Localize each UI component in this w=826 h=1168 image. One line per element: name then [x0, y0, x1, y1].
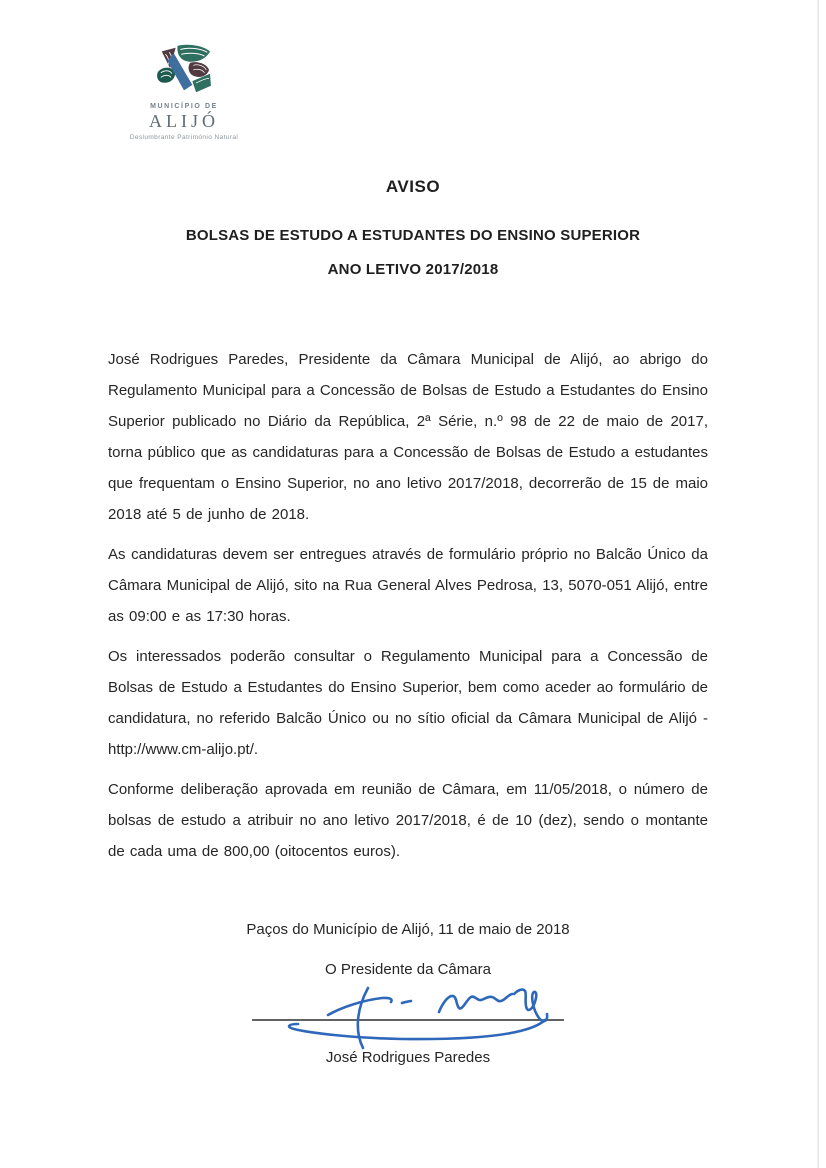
logo-org-name: ALIJÓ — [149, 111, 219, 131]
notice-title: AVISO — [385, 177, 441, 196]
notice-subject-title: BOLSAS DE ESTUDO A ESTUDANTES DO ENSINO SUPERIOR — [185, 227, 641, 244]
paragraph-consultation: Os interessados poderão consultar o Regulamento Municipal para a Concessão de Bolsas de Estudo a Estudantes do Ensino Superior, bem como aceder ao formulário de candidatura, no referido Balcão Único ou no sítio oficial da Câmara Municipal de Alijó - http://www.cm-alijo.pt/. — [108, 648, 708, 758]
notice-school-year-title: ANO LETIVO 2017/2018 — [327, 261, 499, 278]
signer-title: O Presidente da Câmara — [325, 961, 491, 978]
alijo-emblem-icon — [155, 44, 213, 96]
paragraph-announcement: José Rodrigues Paredes, Presidente da Câmara Municipal de Alijó, ao abrigo do Regulamento Municipal para a Concessão de Bolsas de Estudo a Estudantes do Ensino Superior publicado no Diário da República, 2ª Série, n.º 98 de 22 de maio de 2017, torna público que as candidaturas para a Concessão de Bolsas de Estudo a estudantes que frequentam o Ensino Superior, no ano letivo 2017/2018, decorrerão de 15 de maio 2018 até 5 de junho de 2018. — [108, 351, 708, 523]
place-date-line: Paços do Município de Alijó, 11 de maio de 2018 — [246, 921, 570, 938]
paragraph-submission: As candidaturas devem ser entregues através de formulário próprio no Balcão Único da Câmara Municipal de Alijó, sito na Rua General Alves Pedrosa, 13, 5070-051 Alijó, entre as 09:00 e as 17:30 horas. — [108, 546, 708, 625]
logo-tagline: Deslumbrante Património Natural — [129, 134, 239, 141]
scan-edge-line — [817, 0, 819, 1168]
logo-org-prefix: MUNICÍPIO DE — [150, 103, 218, 110]
municipality-logo — [124, 44, 244, 141]
signer-name: José Rodrigues Paredes — [325, 1049, 491, 1066]
paragraph-deliberation: Conforme deliberação aprovada em reunião de Câmara, em 11/05/2018, o número de bolsas de estudo a atribuir no ano letivo 2017/2018, é de 10 (dez), sendo o montante de cada uma de 800,00 (oitocentos euros). — [108, 781, 708, 860]
signature-block — [242, 982, 576, 1056]
handwritten-signature-icon — [242, 982, 576, 1056]
notice-body — [108, 344, 708, 876]
